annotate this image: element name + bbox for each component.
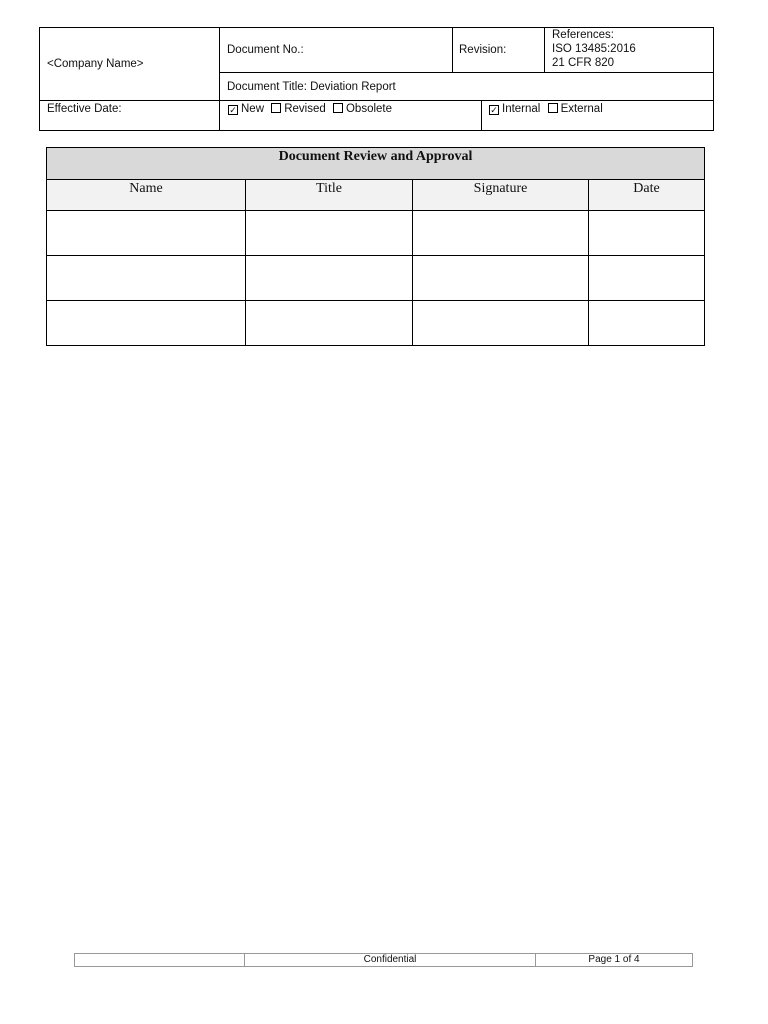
cell-title[interactable]: [246, 211, 413, 256]
checkbox-icon[interactable]: [271, 103, 281, 113]
status-option-revised[interactable]: Revised: [271, 103, 326, 115]
cell-title[interactable]: [246, 256, 413, 301]
cell-title[interactable]: [246, 301, 413, 346]
footer-page-number: Page 1 of 4: [588, 954, 640, 965]
divider: [219, 28, 220, 130]
footer-confidential: Confidential: [363, 954, 417, 965]
table-title: Document Review and Approval: [47, 148, 705, 180]
page-footer: [74, 953, 693, 967]
status-option-new[interactable]: ✓ New: [229, 103, 265, 115]
divider: [40, 100, 713, 101]
checkbox-checked-icon[interactable]: ✓: [490, 105, 498, 115]
cell-signature[interactable]: [413, 301, 589, 346]
cell-signature[interactable]: [413, 211, 589, 256]
footer-left: [75, 954, 244, 966]
reference-iso: ISO 13485:2016: [552, 43, 636, 55]
checkbox-icon[interactable]: [548, 103, 558, 113]
revision-label: Revision:: [459, 44, 507, 56]
table-row: [47, 301, 705, 346]
document-header: [39, 27, 714, 131]
status-options: [228, 102, 396, 116]
cell-name[interactable]: [47, 211, 246, 256]
cell-date[interactable]: [589, 256, 705, 301]
document-no-label: Document No.:: [227, 44, 304, 56]
scope-option-internal[interactable]: ✓ Internal: [490, 103, 541, 115]
reference-cfr: 21 CFR 820: [552, 57, 615, 69]
effective-date-label: Effective Date:: [47, 103, 122, 115]
column-header-date: Date: [589, 180, 705, 211]
cell-date[interactable]: [589, 211, 705, 256]
divider: [219, 72, 713, 73]
column-header-title: Title: [246, 180, 413, 211]
cell-name[interactable]: [47, 301, 246, 346]
table-row: [47, 211, 705, 256]
references-block: [552, 28, 636, 70]
references-label: References:: [552, 29, 615, 41]
cell-date[interactable]: [589, 301, 705, 346]
cell-name[interactable]: [47, 256, 246, 301]
divider: [452, 28, 453, 72]
column-header-signature: Signature: [413, 180, 589, 211]
column-header-name: Name: [47, 180, 246, 211]
checkbox-icon[interactable]: [333, 103, 343, 113]
company-name: <Company Name>: [47, 58, 144, 70]
checkbox-checked-icon[interactable]: ✓: [229, 105, 237, 115]
cell-signature[interactable]: [413, 256, 589, 301]
status-option-obsolete[interactable]: Obsolete: [333, 103, 392, 115]
scope-option-external[interactable]: External: [548, 103, 603, 115]
divider: [544, 28, 545, 72]
scope-options: [489, 102, 607, 116]
document-title: Document Title: Deviation Report: [227, 81, 396, 93]
divider: [481, 101, 482, 130]
review-approval-table: [46, 147, 705, 346]
table-row: [47, 256, 705, 301]
